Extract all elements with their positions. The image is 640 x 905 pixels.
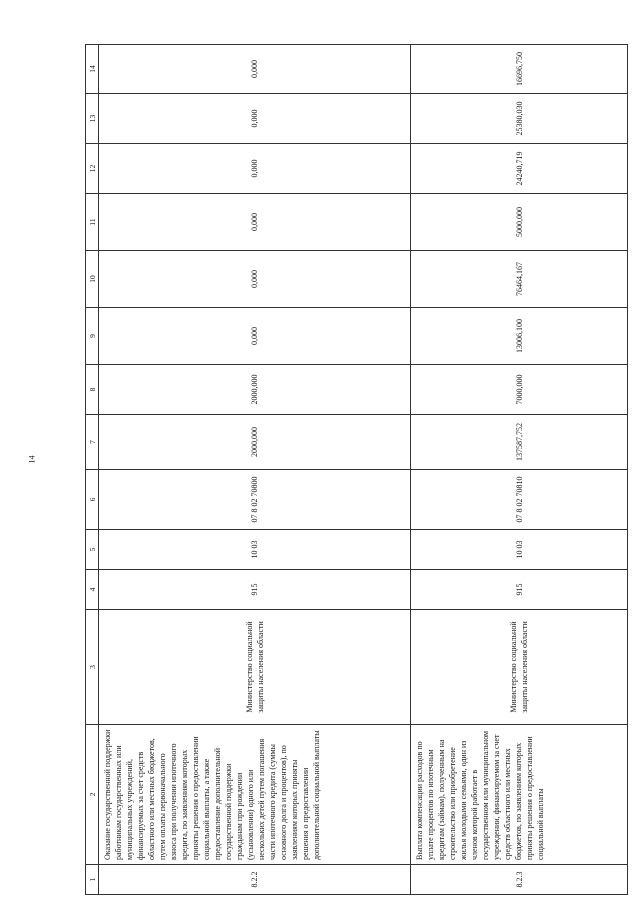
cell-c13: 0,000 <box>99 94 411 144</box>
column-header: 6 <box>86 470 99 530</box>
table-header-row <box>86 45 99 895</box>
cell-c4: 915 <box>411 570 628 610</box>
column-header: 12 <box>86 144 99 194</box>
column-header: 11 <box>86 194 99 251</box>
cell-c11: 0,000 <box>99 194 411 251</box>
row-number: 8.2.3 <box>411 865 628 895</box>
row-description: Выплата компенсации расходов по уплате процентов по ипотечным кредитам (займам), полученным на строительство или приобретение жилья молодыми семьями, один из членов которой работает в государственном или муниципальном учреждении, финансируемом за счет средств областного или местных бюджетов, по заявлениям которых приняты решения о предоставлении социальной выплаты <box>411 725 628 865</box>
column-header: 2 <box>86 725 99 865</box>
column-header: 9 <box>86 308 99 365</box>
budget-table <box>85 44 628 895</box>
cell-c6: 07 8 02 70810 <box>411 470 628 530</box>
cell-c8: 7000,000 <box>411 365 628 415</box>
column-header: 13 <box>86 94 99 144</box>
cell-c11: 5000,000 <box>411 194 628 251</box>
rotated-table-container <box>85 45 630 895</box>
cell-c12: 0,000 <box>99 144 411 194</box>
cell-c14: 16696,750 <box>411 45 628 94</box>
column-header: 7 <box>86 415 99 470</box>
table-row <box>99 45 411 895</box>
row-organization: Министерство социальной защиты населения области <box>99 610 411 725</box>
cell-c14: 0,000 <box>99 45 411 94</box>
column-header: 3 <box>86 610 99 725</box>
cell-c6: 07 8 02 70800 <box>99 470 411 530</box>
cell-c13: 25380,030 <box>411 94 628 144</box>
cell-c12: 24240,719 <box>411 144 628 194</box>
cell-c8: 2000,000 <box>99 365 411 415</box>
column-header: 10 <box>86 251 99 308</box>
page-number: 14 <box>27 455 37 464</box>
row-description: Оказание государственной поддержки работникам государственных или муниципальных учреждений, финансируемых за счет средств областного или местных бюджетов, путем оплаты первоначального взноса при получении ипотечного кредита, по заявлениям которых приняты решения о предоставлении социальной выплаты, а также предоставление дополнительной государственной поддержки гражданам при рождении (усыновлении) одного или нескольких детей путем погашения части ипотечного кредита (суммы основного долга и процентов), по заявлениям которых приняты решения о предоставлении дополнительной социальной выплаты <box>99 725 411 865</box>
column-header: 5 <box>86 530 99 570</box>
cell-c5: 10 03 <box>411 530 628 570</box>
cell-c10: 0,000 <box>99 251 411 308</box>
cell-c4: 915 <box>99 570 411 610</box>
cell-c9: 0,000 <box>99 308 411 365</box>
row-number: 8.2.2 <box>99 865 411 895</box>
cell-c10: 76464,167 <box>411 251 628 308</box>
table-row <box>411 45 628 895</box>
cell-c7: 2000,000 <box>99 415 411 470</box>
column-header: 1 <box>86 865 99 895</box>
row-organization: Министерство социальной защиты населения области <box>411 610 628 725</box>
column-header: 4 <box>86 570 99 610</box>
column-header: 14 <box>86 45 99 94</box>
cell-c5: 10 03 <box>99 530 411 570</box>
cell-c9: 13006,100 <box>411 308 628 365</box>
cell-c7: 137587,752 <box>411 415 628 470</box>
column-header: 8 <box>86 365 99 415</box>
